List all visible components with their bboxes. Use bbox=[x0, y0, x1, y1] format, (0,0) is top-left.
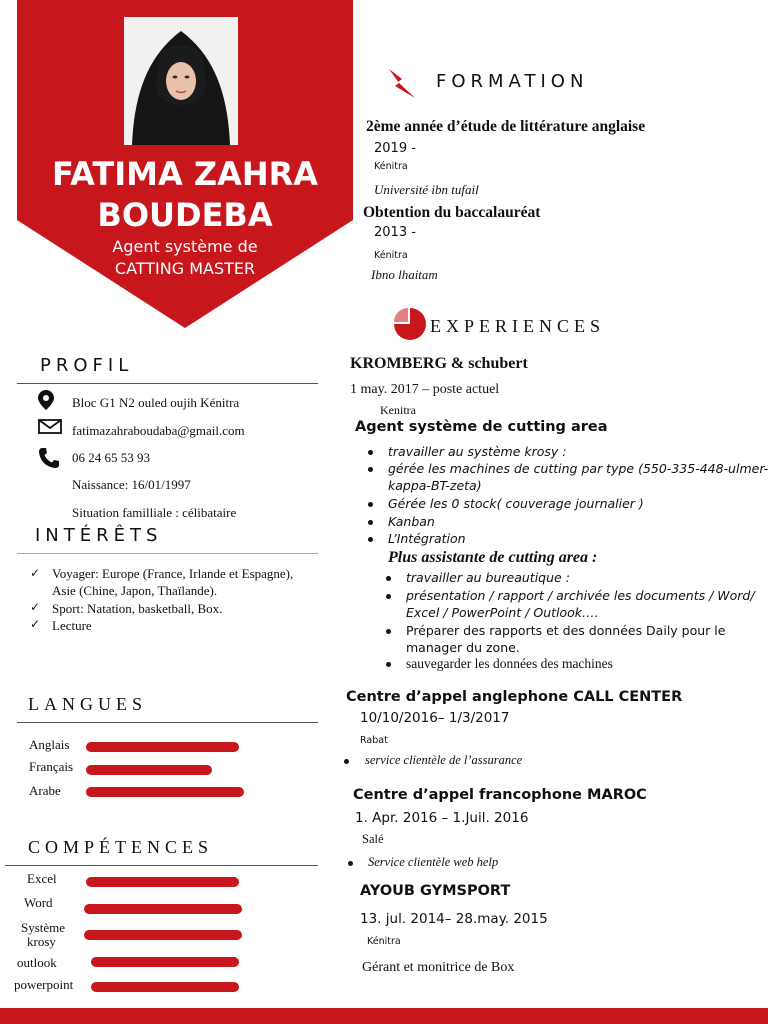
experience-company: KROMBERG & schubert bbox=[350, 355, 528, 372]
experiences-heading: EXPERIENCES bbox=[430, 316, 606, 336]
skill-level-bar bbox=[84, 904, 242, 914]
bullet-dot bbox=[368, 450, 373, 455]
skill-level-bar bbox=[91, 957, 239, 967]
task-item: gérée les machines de cutting par type (550-335-448-ulmer- bbox=[388, 461, 768, 476]
bullet-dot bbox=[386, 629, 391, 634]
interest-sport: Sport: Natation, basketball, Box. bbox=[52, 601, 223, 616]
task-item: Kanban bbox=[388, 514, 435, 529]
task-item: présentation / rapport / archivée les documents / Word/ bbox=[406, 588, 755, 603]
task-item: travailler au bureautique : bbox=[406, 570, 570, 585]
bullet-dot bbox=[386, 594, 391, 599]
profile-photo bbox=[124, 17, 238, 145]
bullet-dot bbox=[368, 520, 373, 525]
email-icon bbox=[38, 419, 62, 439]
formation-city: Kénitra bbox=[374, 161, 408, 172]
bullet-dot bbox=[368, 502, 373, 507]
langues-divider bbox=[17, 722, 318, 723]
experience-description: Gérant et monitrice de Box bbox=[362, 960, 515, 975]
phone-number[interactable]: 06 24 65 53 93 bbox=[72, 450, 150, 465]
language-level-bar bbox=[86, 742, 239, 752]
interets-divider bbox=[17, 553, 318, 554]
formation-school: Ibno lhaitam bbox=[371, 267, 438, 282]
checkmark-icon: ✓ bbox=[30, 566, 41, 580]
task-item-continued: Excel / PowerPoint / Outlook…. bbox=[406, 605, 599, 620]
experience-city: Kenitra bbox=[380, 403, 416, 417]
experience-city: Kénitra bbox=[367, 936, 401, 947]
task-item: travailler au système krosy : bbox=[388, 444, 567, 459]
task-item: sauvegarder les données des machines bbox=[406, 656, 613, 671]
interets-heading: INTÉRÊTS bbox=[35, 525, 163, 546]
experience-company: Centre d’appel francophone MAROC bbox=[353, 787, 647, 803]
address-text: Bloc G1 N2 ouled oujih Kénitra bbox=[72, 395, 240, 410]
formation-year: 2013 - bbox=[374, 225, 416, 240]
birth-date: Naissance: 16/01/1997 bbox=[72, 477, 191, 492]
experience-company: Centre d’appel anglephone CALL CENTER bbox=[346, 689, 683, 705]
skill-level-bar bbox=[84, 930, 242, 940]
interest-reading: Lecture bbox=[52, 618, 92, 633]
skill-label: Word bbox=[24, 895, 53, 910]
language-label: Anglais bbox=[29, 737, 70, 752]
task-item-continued: manager du zone. bbox=[406, 640, 520, 655]
language-level-bar bbox=[86, 765, 212, 775]
checkmark-icon: ✓ bbox=[30, 617, 41, 631]
skill-label: Excel bbox=[27, 871, 57, 886]
bullet-dot bbox=[386, 576, 391, 581]
task-item: Service clientèle web help bbox=[368, 855, 499, 869]
profil-divider bbox=[17, 383, 318, 384]
skill-label: outlook bbox=[17, 955, 57, 970]
task-item: service clientèle de l’assurance bbox=[365, 753, 523, 767]
experience-city: Salé bbox=[362, 832, 384, 846]
profil-heading: PROFIL bbox=[40, 355, 134, 376]
competences-heading: COMPÉTENCES bbox=[28, 837, 214, 857]
experience-role-secondary: Plus assistante de cutting area : bbox=[388, 549, 598, 566]
competences-divider bbox=[5, 865, 318, 866]
skill-level-bar bbox=[91, 982, 239, 992]
name-line-2: BOUDEBA bbox=[97, 196, 273, 234]
lightning-icon bbox=[385, 67, 419, 106]
experience-date: 1 may. 2017 – poste actuel bbox=[350, 382, 500, 397]
language-level-bar bbox=[86, 787, 244, 797]
formation-school: Université ibn tufail bbox=[374, 182, 479, 197]
experience-date: 1. Apr. 2016 – 1.Juil. 2016 bbox=[355, 810, 529, 826]
formation-degree: 2ème année d’étude de littérature anglaise bbox=[366, 118, 646, 135]
skill-label: powerpoint bbox=[14, 977, 74, 992]
checkmark-icon: ✓ bbox=[30, 600, 41, 614]
job-title-line-1: Agent système de bbox=[112, 237, 258, 256]
langues-heading: LANGUES bbox=[28, 694, 147, 714]
formation-heading: FORMATION bbox=[436, 71, 589, 92]
bullet-dot bbox=[348, 861, 353, 866]
bullet-dot bbox=[368, 467, 373, 472]
experience-date: 10/10/2016– 1/3/2017 bbox=[360, 710, 510, 726]
experience-city: Rabat bbox=[360, 735, 388, 746]
phone-icon bbox=[38, 447, 60, 474]
experience-role: Agent système de cutting area bbox=[355, 419, 608, 435]
formation-degree: Obtention du baccalauréat bbox=[363, 204, 541, 221]
skill-label-line-2: krosy bbox=[27, 934, 56, 949]
experience-company: AYOUB GYMSPORT bbox=[360, 883, 511, 899]
interest-travel-asia: Asie (Chine, Japon, Thaïlande). bbox=[52, 583, 218, 598]
pie-chart-icon bbox=[393, 307, 427, 346]
task-item: L’Intégration bbox=[388, 531, 466, 546]
language-label: Français bbox=[29, 759, 74, 774]
job-title-line-2: CATTING MASTER bbox=[114, 259, 256, 278]
interest-travel: Voyager: Europe (France, Irlande et Espagne), bbox=[52, 566, 294, 581]
marital-status: Situation familliale : célibataire bbox=[72, 505, 237, 520]
skill-level-bar bbox=[86, 877, 239, 887]
location-pin-icon bbox=[38, 390, 54, 415]
skill-label-line-1: Système bbox=[21, 920, 66, 935]
email-link[interactable]: fatimazahraboudaba@gmail.com bbox=[72, 423, 245, 438]
bullet-dot bbox=[368, 537, 373, 542]
task-item-continued: kappa-BT-zeta) bbox=[388, 478, 482, 493]
footer-bar bbox=[0, 1008, 768, 1024]
task-item: Préparer des rapports et des données Daily pour le bbox=[406, 623, 726, 638]
language-label: Arabe bbox=[29, 783, 61, 798]
experience-date: 13. jul. 2014– 28.may. 2015 bbox=[360, 911, 548, 927]
bullet-dot bbox=[344, 759, 349, 764]
bullet-dot bbox=[386, 662, 391, 667]
task-item: Gérée les 0 stock( couverage journalier ) bbox=[388, 496, 644, 511]
name-line-1: FATIMA ZAHRA bbox=[51, 155, 319, 193]
formation-city: Kénitra bbox=[374, 250, 408, 261]
formation-year: 2019 - bbox=[374, 141, 416, 156]
